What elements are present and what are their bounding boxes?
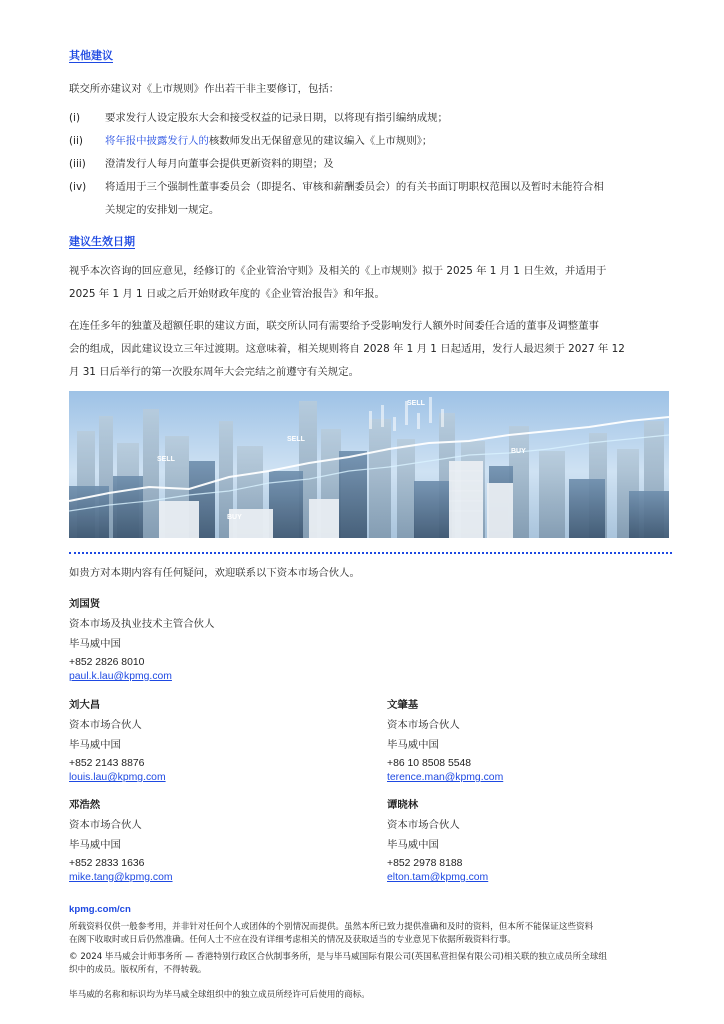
contact-phone: +852 2143 8876 (69, 758, 145, 769)
trademark-line: 毕马威的名称和标识均为毕马威全球组织中的独立成员所经许可后使用的商标。 (69, 990, 370, 1000)
effective-date-paragraph-1 (69, 260, 669, 306)
contact-card (69, 594, 214, 684)
contact-company: 毕马威中国 (69, 839, 121, 851)
trademark-notice (69, 989, 679, 1002)
paragraph-line: 2025 年 1 月 1 日或之后开始财政年度的《企业管治报告》和年报。 (69, 288, 385, 300)
copyright (69, 951, 679, 976)
intro-line: 联交所亦建议对《上市规则》作出若干非主要修订，包括： (69, 83, 340, 95)
contact-name: 邓浩然 (69, 799, 101, 811)
copyright-line: © 2024 毕马威会计师事务所 — 香港特别行政区合伙制事务所，是与毕马威国际有限公司(英国私营担保有限公司)相关联的独立成员所全球组 (69, 952, 607, 962)
contact-email-link[interactable]: mike.tang@kpmg.com (69, 872, 173, 883)
contact-card (387, 695, 503, 785)
contact-card (69, 795, 173, 885)
proposal-list (69, 107, 673, 222)
disclaimer-line: 所载资料仅供一般参考用，并非针对任何个人或团体的个别情况而提供。虽然本所已致力提供准确和及时的资料，但本所不能保证这些资料 (69, 922, 594, 932)
contact-company: 毕马威中国 (69, 739, 121, 751)
section-heading-other-proposals: 其他建议 (69, 49, 113, 62)
paragraph-line: 在连任多年的独董及超额任职的建议方面，联交所认同有需要给予受影响发行人额外时间委任合适的董事及调整董事 (69, 320, 599, 332)
contact-title: 资本市场合伙人 (69, 719, 142, 731)
effective-date-paragraph-2 (69, 315, 669, 384)
list-item-number: (i) (69, 112, 80, 124)
list-item-number: (iv) (69, 181, 87, 193)
contacts-intro: 如贵方对本期内容有任何疑问，欢迎联系以下资本市场合伙人。 (69, 567, 360, 579)
list-item-number: (ii) (69, 135, 83, 147)
contact-title: 资本市场合伙人 (387, 719, 460, 731)
list-item-text (105, 176, 604, 222)
contact-title: 资本市场合伙人 (69, 819, 142, 831)
buy-label: BUY (227, 514, 242, 521)
list-item (69, 176, 673, 222)
section-heading-effective-date: 建议生效日期 (69, 235, 135, 248)
paragraph-line: 视乎本次咨询的回应意见，经修订的《企业管治守则》及相关的《上市规则》拟于 2025 年 1 月 1 日生效，并适用于 (69, 265, 607, 277)
contact-title: 资本市场合伙人 (387, 819, 460, 831)
city-skyline-illustration (69, 391, 669, 538)
list-item-line: 将适用于三个强制性董事委员会（即提名、审核和薪酬委员会）的有关书面订明职权范围以及暂时未能符合相 (105, 181, 604, 193)
contact-phone: +86 10 8508 5548 (387, 758, 472, 769)
contact-company: 毕马威中国 (69, 638, 121, 650)
list-item (69, 107, 673, 130)
highlighted-text: 将年报中披露发行人的 (105, 135, 209, 147)
contact-email-link[interactable]: paul.k.lau@kpmg.com (69, 671, 172, 682)
contact-title: 资本市场及执业技术主管合伙人 (69, 618, 215, 630)
dotted-divider (69, 552, 672, 554)
contact-name: 文肇基 (387, 699, 419, 711)
list-item-number: (iii) (69, 158, 86, 170)
disclaimer (69, 921, 679, 946)
paragraph-line: 会的组成，因此建议设立三年过渡期。这意味着，相关规则将自 2028 年 1 月 1 日起适用，发行人最迟须于 2027 年 12 (69, 343, 625, 355)
contact-card (387, 795, 488, 885)
sell-label: SELL (157, 456, 175, 463)
contact-name: 刘大昌 (69, 699, 101, 711)
website-link[interactable]: kpmg.com/cn (69, 904, 131, 915)
contact-card (69, 695, 166, 785)
contact-email-link[interactable]: elton.tam@kpmg.com (387, 872, 489, 883)
sell-label: SELL (287, 436, 305, 443)
list-item-text-rest: 核数师发出无保留意见的建议编入《上市规则》； (208, 135, 433, 147)
buy-label: BUY (511, 448, 526, 455)
contact-email-link[interactable]: terence.man@kpmg.com (387, 772, 504, 783)
other-proposals-intro (69, 78, 669, 101)
sell-label: SELL (407, 400, 425, 407)
contact-phone: +852 2978 8188 (387, 858, 463, 869)
disclaimer-line: 在阁下收取时或日后仍然准确。任何人士不应在没有详细考虑相关的情况及获取适当的专业意见下依据所载资料行事。 (69, 934, 516, 945)
copyright-line: 织中的成员。版权所有，不得转载。 (69, 964, 207, 975)
contact-phone: +852 2826 8010 (69, 657, 145, 668)
list-item-text (105, 130, 432, 153)
contact-company: 毕马威中国 (387, 839, 439, 851)
list-item-text: 要求发行人设定股东大会和接受权益的记录日期，以将现有指引编纳成规； (105, 112, 448, 124)
paragraph-line: 月 31 日后举行的第一次股东周年大会完结之前遵守有关规定。 (69, 366, 359, 378)
contact-name: 谭晓林 (387, 799, 419, 811)
list-item (69, 153, 673, 176)
list-item-text: 澄清发行人每月向董事会提供更新资料的期望；及 (105, 158, 334, 170)
contact-email-link[interactable]: louis.lau@kpmg.com (69, 772, 166, 783)
list-item (69, 130, 673, 153)
list-item-line: 关规定的安排划一规定。 (105, 204, 220, 216)
contact-name: 刘国贤 (69, 598, 101, 610)
contact-phone: +852 2833 1636 (69, 858, 145, 869)
contact-company: 毕马威中国 (387, 739, 439, 751)
hero-image-city-market (69, 391, 669, 538)
